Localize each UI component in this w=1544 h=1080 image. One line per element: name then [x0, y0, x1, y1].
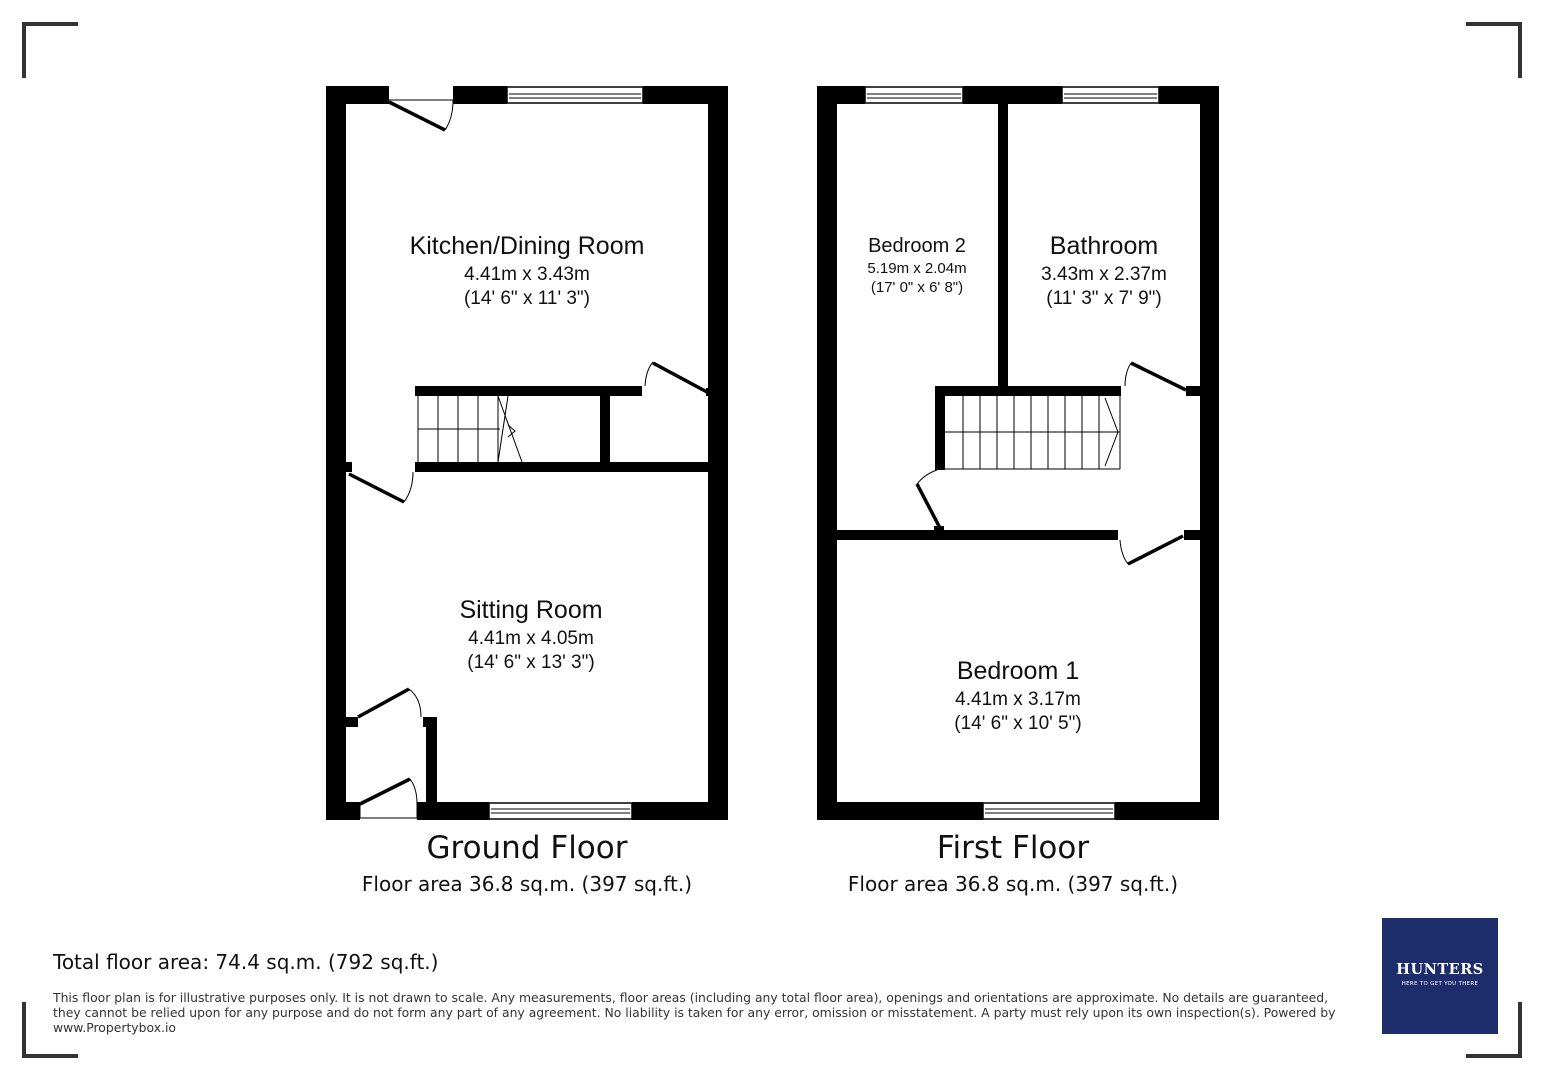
- staircase: [418, 396, 522, 462]
- ground-floor-plan: [326, 86, 728, 820]
- hunters-logo: [1382, 918, 1498, 1034]
- wall: [817, 86, 865, 104]
- door: [1125, 363, 1186, 390]
- room-name-bedroom1: Bedroom 1: [956, 657, 1080, 685]
- window: [489, 803, 632, 819]
- wall: [837, 530, 1118, 540]
- wall: [935, 386, 1121, 396]
- wall: [998, 104, 1008, 388]
- room-imperial-bedroom2: (17' 0" x 6' 8"): [870, 279, 964, 296]
- first-floor-title: First Floor: [936, 830, 1090, 866]
- window: [507, 87, 643, 103]
- wall: [415, 462, 710, 472]
- room-name-bathroom: Bathroom: [1049, 232, 1159, 260]
- room-imperial-sitting: (14' 6" x 13' 3"): [467, 652, 595, 673]
- wall: [423, 717, 437, 727]
- window: [983, 803, 1115, 819]
- logo-tagline: HERE TO GET YOU THERE: [1401, 981, 1479, 987]
- wall: [600, 396, 610, 464]
- room-metric-bedroom1: 4.41m x 3.17m: [955, 689, 1081, 710]
- door: [917, 470, 944, 531]
- room-metric-kitchen: 4.41m x 3.43m: [464, 264, 590, 285]
- disclaimer: This floor plan is for illustrative purposes only. It is not drawn to scale. Any measurements, floor areas (including any total floor area), openings and orientations are approximate. No details are guaranteed, they cannot be relied upon for any purpose and do not form any part of any agreement. No liability is taken for any error, omission or misstatement. A party must rely upon its own inspection(s). Powered by www.Propertybox.io: [53, 990, 1336, 1035]
- wall: [346, 717, 358, 727]
- wall: [817, 86, 837, 820]
- wall: [346, 462, 352, 472]
- door: [645, 362, 709, 396]
- logo-name: HUNTERS: [1396, 961, 1484, 978]
- room-metric-bedroom2: 5.19m x 2.04m: [867, 260, 967, 277]
- first-floor-area: Floor area 36.8 sq.m. (397 sq.ft.): [847, 872, 1179, 896]
- ground-floor-area: Floor area 36.8 sq.m. (397 sq.ft.): [361, 872, 693, 896]
- wall: [708, 86, 728, 820]
- door: [358, 689, 421, 717]
- room-name-kitchen: Kitchen/Dining Room: [409, 232, 645, 260]
- window: [865, 87, 963, 103]
- door: [389, 100, 453, 130]
- room-metric-bathroom: 3.43m x 2.37m: [1041, 264, 1167, 285]
- wall: [415, 386, 642, 396]
- room-imperial-bathroom: (11' 3" x 7' 9"): [1046, 288, 1162, 309]
- room-metric-sitting: 4.41m x 4.05m: [468, 628, 594, 649]
- window: [1062, 87, 1159, 103]
- wall: [1115, 802, 1219, 820]
- wall: [417, 802, 489, 820]
- wall: [326, 802, 360, 820]
- front-door: [360, 779, 417, 818]
- total-floor-area: Total floor area: 74.4 sq.m. (792 sq.ft.): [53, 950, 439, 974]
- room-name-sitting: Sitting Room: [459, 596, 603, 624]
- wall: [1186, 386, 1200, 396]
- wall: [453, 86, 507, 104]
- wall: [632, 802, 728, 820]
- room-imperial-kitchen: (14' 6" x 11' 3"): [463, 288, 591, 309]
- room-name-bedroom2: Bedroom 2: [868, 235, 966, 257]
- door: [1120, 536, 1183, 564]
- wall: [1184, 530, 1200, 540]
- staircase: [945, 396, 1120, 469]
- wall: [426, 727, 437, 804]
- wall: [817, 802, 983, 820]
- room-imperial-bedroom1: (14' 6" x 10' 5"): [954, 713, 1082, 734]
- first-floor-plan: [817, 86, 1219, 820]
- wall: [963, 86, 1062, 104]
- wall: [1159, 86, 1219, 104]
- door: [349, 472, 413, 502]
- wall: [643, 86, 728, 104]
- ground-floor-title: Ground Floor: [426, 830, 628, 866]
- wall: [935, 396, 945, 470]
- wall: [326, 86, 389, 104]
- wall: [1200, 86, 1219, 820]
- wall: [326, 86, 346, 820]
